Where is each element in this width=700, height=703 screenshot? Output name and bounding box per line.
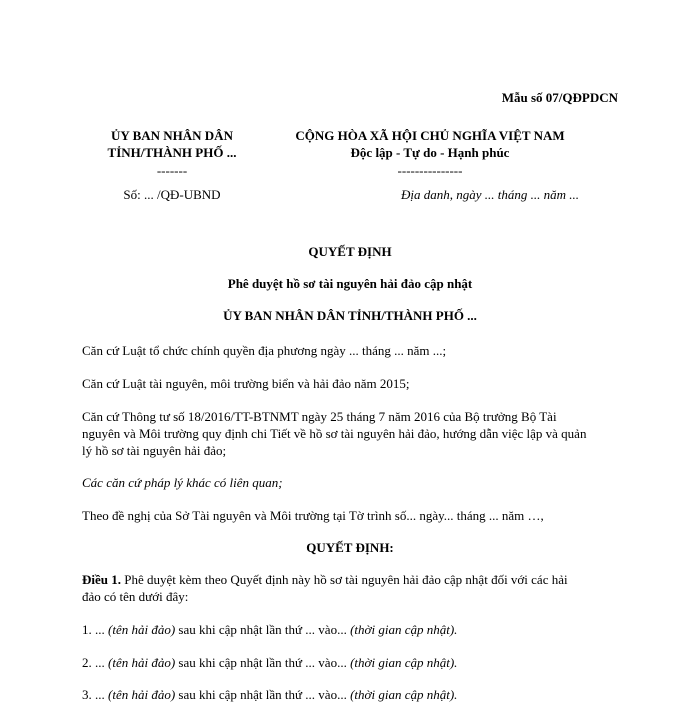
item-text: sau khi cập nhật lần thứ ... vào... — [175, 622, 351, 637]
item-text: sau khi cập nhật lần thứ ... vào... — [175, 655, 351, 670]
item-text: sau khi cập nhật lần thứ ... vào... — [175, 687, 351, 702]
article-1 — [82, 571, 618, 605]
basis-3-line-3: lý hồ sơ tài nguyên hải đảo; — [82, 443, 227, 458]
article-1-text-line-2: đảo có tên dưới đây: — [82, 589, 189, 604]
article-1-text-line-1: Phê duyệt kèm theo Quyết định này hồ sơ tài nguyên hải đảo cập nhật đối với các hải — [121, 572, 568, 587]
left-header — [82, 127, 262, 161]
basis-2: Căn cứ Luật tài nguyên, môi trường biển và hải đảo năm 2015; — [82, 376, 410, 391]
basis-3-line-1: Căn cứ Thông tư số 18/2016/TT-BTNMT ngày 25 tháng 7 năm 2016 của Bộ trưởng Bộ Tài — [82, 409, 557, 424]
left-header-line1: ỦY BAN NHÂN DÂN — [111, 128, 233, 143]
list-item — [82, 654, 618, 671]
basis-1: Căn cứ Luật tổ chức chính quyền địa phương ngày ... tháng ... năm ...; — [82, 343, 447, 358]
basis-4: Các căn cứ pháp lý khác có liên quan; — [82, 475, 283, 490]
issuing-body: ỦY BAN NHÂN DÂN TỈNH/THÀNH PHỐ ... — [223, 308, 477, 323]
list-item — [82, 686, 618, 703]
item-update-time: (thời gian cập nhật). — [350, 622, 458, 637]
item-update-time: (thời gian cập nhật). — [350, 687, 458, 702]
item-update-time: (thời gian cập nhật). — [350, 655, 458, 670]
left-header-divider: ------- — [156, 163, 188, 178]
decision-number: Số: ... /QĐ-UBND — [123, 187, 221, 202]
right-header-divider: --------------- — [397, 163, 463, 178]
left-header-line2: TỈNH/THÀNH PHỐ ... — [107, 145, 237, 160]
national-title: CỘNG HÒA XÃ HỘI CHỦ NGHĨA VIỆT NAM — [295, 128, 565, 143]
form-code: Mẫu số 07/QĐPDCN — [501, 90, 618, 105]
item-island-name: (tên hải đảo) — [108, 687, 176, 702]
document-subtitle: Phê duyệt hồ sơ tài nguyên hải đảo cập nhật — [227, 276, 473, 291]
item-island-name: (tên hải đảo) — [108, 655, 176, 670]
decision-heading: QUYẾT ĐỊNH: — [306, 540, 394, 555]
document-title: QUYẾT ĐỊNH — [308, 244, 392, 259]
item-island-name: (tên hải đảo) — [108, 622, 176, 637]
place-date: Địa danh, ngày ... tháng ... năm ... — [400, 187, 580, 202]
basis-3-line-2: nguyên và Môi trường quy định chi Tiết về hồ sơ tài nguyên hải đảo, hướng dẫn việc lập và quản — [82, 426, 587, 441]
list-item — [82, 621, 618, 638]
national-motto: Độc lập - Tự do - Hạnh phúc — [350, 145, 510, 160]
right-header — [270, 127, 590, 161]
item-number: 3. ... — [82, 687, 108, 702]
item-number: 2. ... — [82, 655, 108, 670]
basis-3 — [82, 408, 618, 459]
item-number: 1. ... — [82, 622, 108, 637]
basis-5: Theo đề nghị của Sở Tài nguyên và Môi trường tại Tờ trình số... ngày... tháng ... năm …, — [82, 508, 544, 523]
article-1-label: Điều 1. — [82, 572, 121, 587]
